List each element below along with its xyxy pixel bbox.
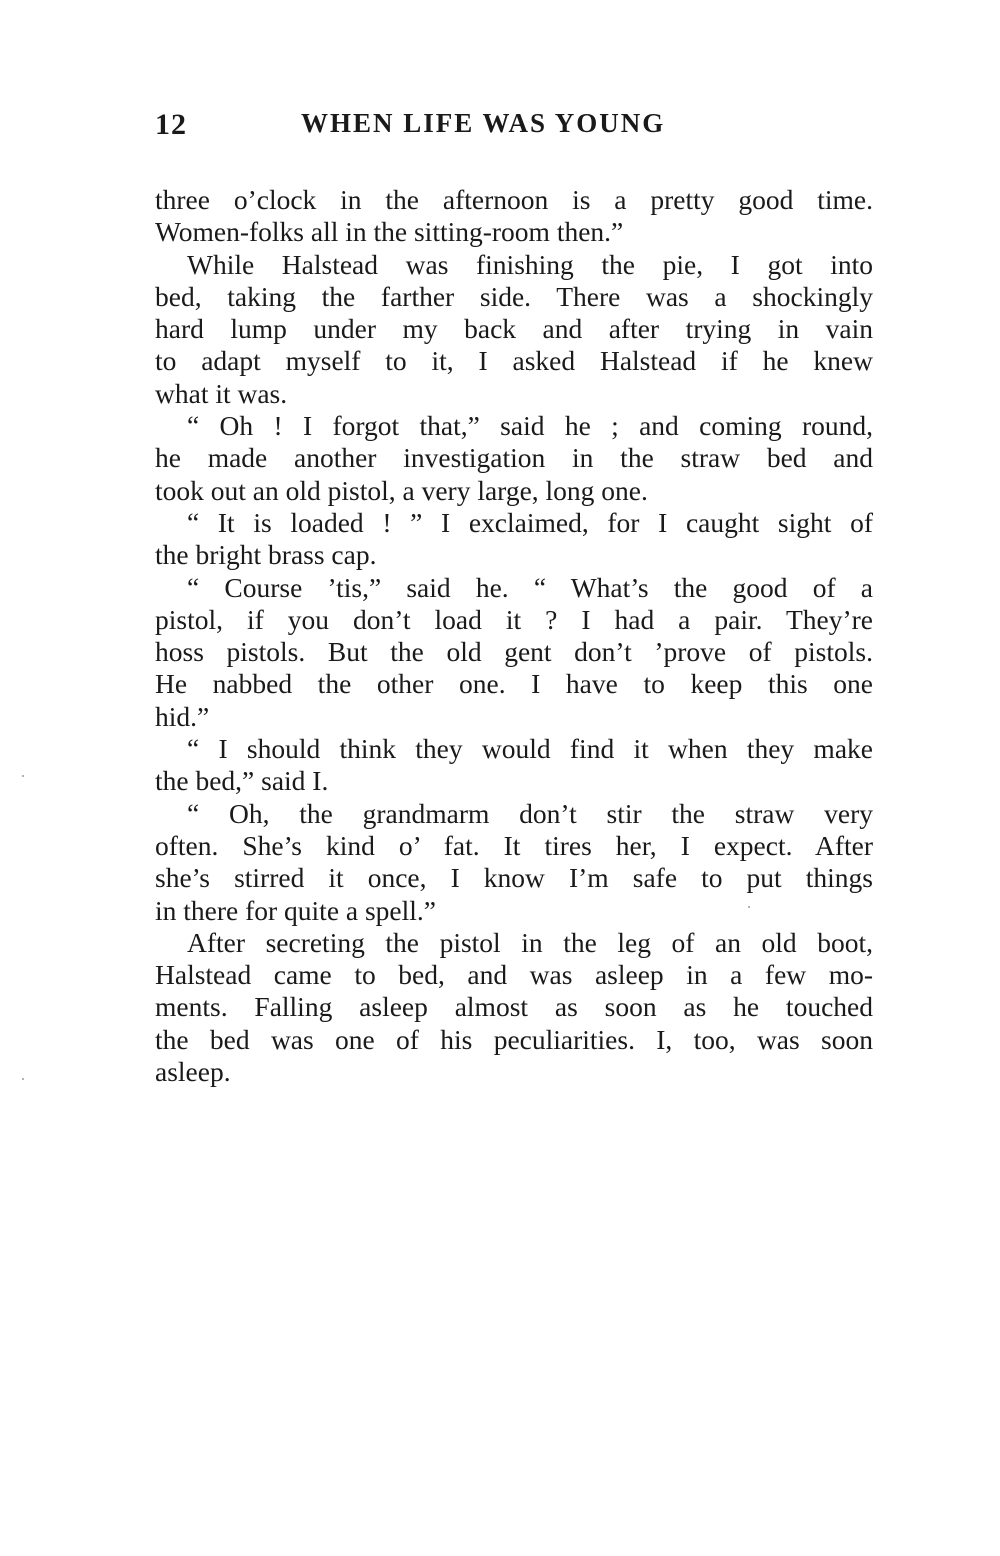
text-line: He nabbed the other one. I have to keep this one xyxy=(155,668,873,700)
text-line: pistol, if you don’t load it ? I had a pair. They’re xyxy=(155,603,873,635)
text-line: the bed,” said I. xyxy=(155,765,329,797)
text-line: bed, taking the farther side. There was a shockingly xyxy=(155,280,873,312)
text-line: “ Oh ! I forgot that,” said he ; and coming round, xyxy=(187,410,873,442)
page-header xyxy=(155,108,875,152)
running-head: WHEN LIFE WAS YOUNG xyxy=(301,108,666,138)
text-line: Women-folks all in the sitting-room then.” xyxy=(155,216,624,248)
text-line: “ Oh, the grandmarm don’t stir the straw very xyxy=(187,797,873,829)
text-line: “ I should think they would find it when they make xyxy=(187,733,873,765)
text-line: hard lump under my back and after trying in vain xyxy=(155,313,873,345)
text-line: the bed was one of his peculiarities. I, too, was soon xyxy=(155,1023,873,1055)
text-line: asleep. xyxy=(155,1056,231,1088)
text-line: “ Course ’tis,” said he. “ What’s the good of a xyxy=(187,571,873,603)
text-line: hid.” xyxy=(155,700,210,732)
text-line: hoss pistols. But the old gent don’t ’prove of pistols. xyxy=(155,636,873,668)
text-line: ments. Falling asleep almost as soon as he touched xyxy=(155,991,873,1023)
text-line: the bright brass cap. xyxy=(155,539,377,571)
text-line: what it was. xyxy=(155,377,288,409)
text-line: took out an old pistol, a very large, long one. xyxy=(155,474,648,506)
body-text xyxy=(155,184,873,1088)
page-number: 12 xyxy=(155,108,187,141)
text-line: “ It is loaded ! ” I exclaimed, for I caught sight of xyxy=(187,506,873,538)
text-line: often. She’s kind o’ fat. It tires her, I expect. After xyxy=(155,829,873,861)
scan-speck xyxy=(748,906,750,908)
scan-speck xyxy=(22,1078,24,1080)
text-line: he made another investigation in the straw bed and xyxy=(155,442,873,474)
text-line: Halstead came to bed, and was asleep in a few mo- xyxy=(155,959,873,991)
text-line: While Halstead was finishing the pie, I got into xyxy=(187,248,873,280)
text-line: three o’clock in the afternoon is a pretty good time. xyxy=(155,184,873,215)
text-line: in there for quite a spell.” xyxy=(155,894,437,926)
text-line: she’s stirred it once, I know I’m safe to put things xyxy=(155,862,873,894)
scan-speck xyxy=(22,775,24,777)
text-line: After secreting the pistol in the leg of an old boot, xyxy=(187,926,873,958)
text-line: to adapt myself to it, I asked Halstead if he knew xyxy=(155,345,873,377)
